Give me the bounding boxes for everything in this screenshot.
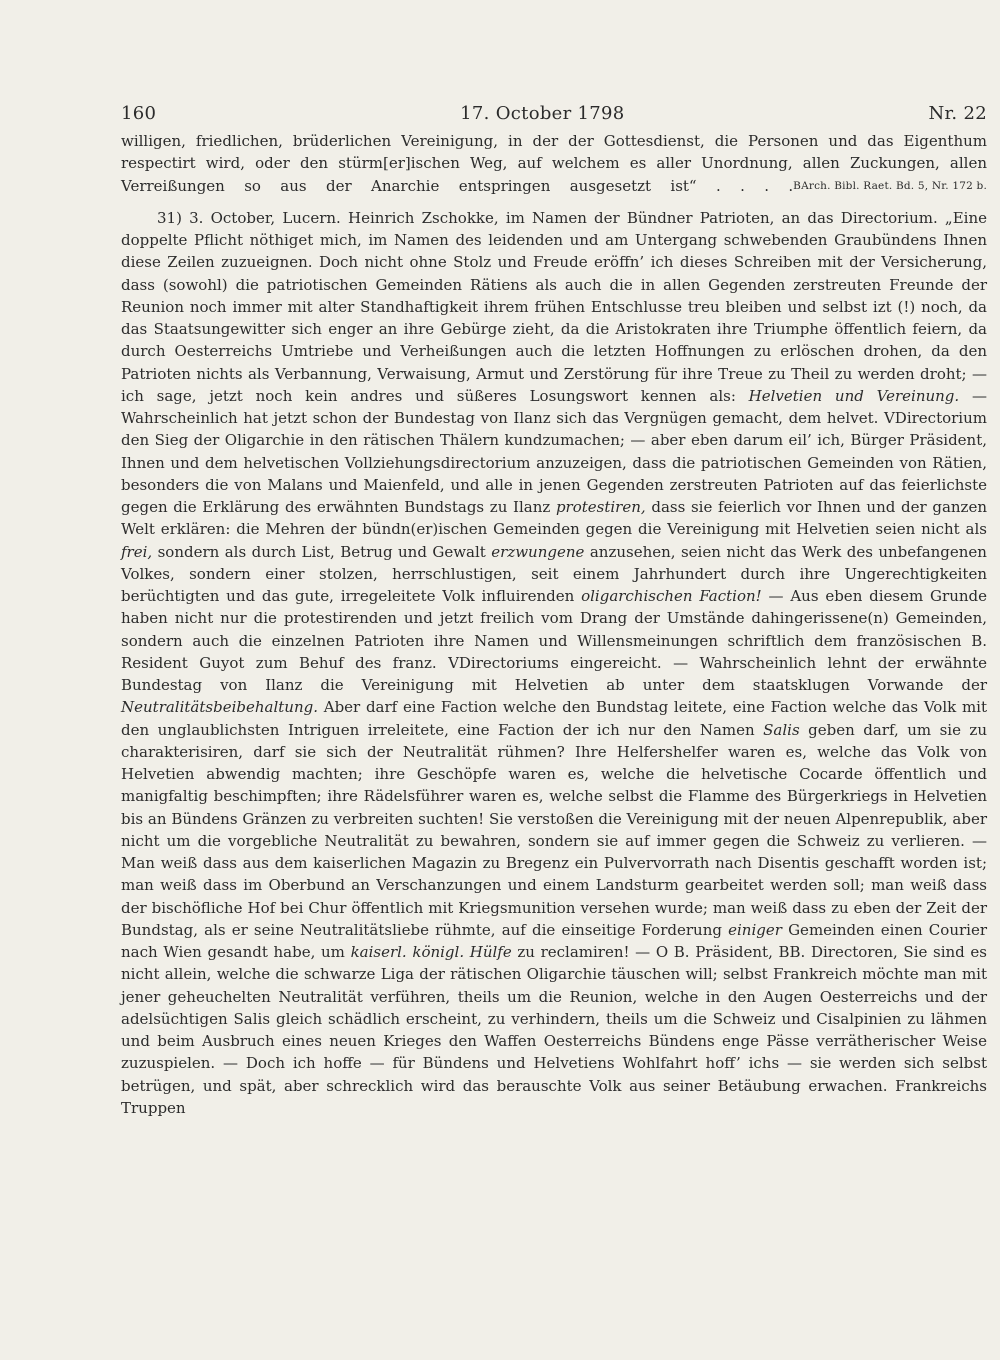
page-number: 160 [121,103,157,124]
body-text [121,130,987,1119]
paragraph-letter-31: 31) 3. October, Lucern. Heinrich Zschokke, im Namen der Bündner Patrioten, an das Directorium. „Eine doppelte Pflicht nöthiget mich, im Namen des leidenden und am Untergang schwebenden Graubündens Ihnen diese Zeilen zuzueignen. Doch nicht ohne Stolz und Freude eröffn’ ich dieses Schreiben mit der Versicherung, dass (sowohl) die patriotischen Gemeinden Rätiens als auch die in allen Gegenden zerstreuten Freunde der Reunion noch immer mit alter Standhaftigkeit ihrem frühen Entschlusse treu bleiben und selbst izt (!) noch, da das Staatsungewitter sich enger an ihre Gebürge zieht, da die Aristokraten ihre Triumphe öffentlich feiern, da durch Oesterreichs Umtriebe und Verheißungen auch die letzten Hoffnungen zu erlöschen drohen, da den Patrioten nichts als Verbannung, Verwaisung, Armut und Zerstörung für ihre Treue zu Theil zu werden droht; — ich sage, jetzt noch kein andres und süßeres Losungswort kennen als: Helvetien und Vereinung. — Wahrscheinlich hat jetzt schon der Bundestag von Ilanz sich das Vergnügen gemacht, dem helvet. VDirectorium den Sieg der Oligarchie in den rätischen Thälern kundzumachen; — aber eben darum eil’ ich, Bürger Präsident, Ihnen und dem helvetischen Vollziehungsdirectorium anzuzeigen, dass die patriotischen Gemeinden von Rätien, besonders die von Malans und Maienfeld, und alle in jenen Gegenden zerstreuten Patrioten auf das feierlichste gegen die Erklärung des erwähnten Bundstags zu Ilanz protestiren, dass sie feierlich vor Ihnen und der ganzen Welt erklären: die Mehren der bündn(er)ischen Gemeinden gegen die Vereinigung mit Helvetien seien nicht als frei, sondern als durch List, Betrug und Gewalt erzwungene anzusehen, seien nicht das Werk des unbefangenen Volkes, sondern einer stolzen, herrschlustigen, seit einem Jahrhundert durch ihre Ungerechtigkeiten berüchtigten und das gute, irregeleitete Volk influirenden oligarchischen Faction! — Aus eben diesem Grunde haben nicht nur die protestirenden und jetzt freilich vom Drang der Umstände dahingerissene(n) Gemeinden, sondern auch die einzelnen Patrioten ihre Namen und Willensmeinungen schriftlich dem französischen B. Resident Guyot zum Behuf des franz. VDirectoriums eingereicht. — Wahrscheinlich lehnt der erwähnte Bundestag von Ilanz die Vereinigung mit Helvetien ab unter dem staatsklugen Vorwande der Neutralitätsbeibehaltung. Aber darf eine Faction welche den Bundstag leitete, eine Faction welche das Volk mit den unglaublichsten Intriguen irreleitete, eine Faction der ich nur den Namen Salis geben darf, um sie zu charakterisiren, darf sie sich der Neutralität rühmen? Ihre Helfershelfer waren es, welche das Volk von Helvetien abwendig machten; ihre Geschöpfe waren es, welche die helvetische Cocarde öffentlich und manigfaltig beschimpften; ihre Rädelsführer waren es, welche selbst die Flamme des Bürgerkriegs in Helvetien bis an Bündens Gränzen zu verbreiten suchten! Sie verstoßen die Vereinigung mit der neuen Alpenrepublik, aber nicht um die vorgebliche Neutralität zu bewahren, sondern sie auf immer gegen die Schweiz zu verlieren. — Man weiß dass aus dem kaiserlichen Magazin zu Bregenz ein Pulvervorrath nach Disentis geschafft worden ist; man weiß dass im Oberbund an Verschanzungen und einem Landsturm gearbeitet werden soll; man weiß dass der bischöfliche Hof bei Chur öffentlich mit Kriegsmunition versehen wurde; man weiß dass zu eben der Zeit der Bundstag, als er seine Neutralitätsliebe rühmte, auf die einseitige Forderung einiger Gemeinden einen Courier nach Wien gesandt habe, um kaiserl. königl. Hülfe zu reclamiren! — O B. Präsident, BB. Directoren, Sie sind es nicht allein, welche die schwarze Liga der rätischen Oligarchie täuschen will; selbst Frankreich möchte man mit jener geheuchelten Neutralität verführen, theils um die Reunion, welche in den Augen Oesterreichs und der adelsüchtigen Salis gleich schädlich erscheint, zu verhindern, theils um die Schweiz und Cisalpinien zu lähmen und beim Ausbruch eines neuen Krieges den Waffen Oesterreichs Bündens enge Pässe verrätherischer Weise zuzuspielen. — Doch ich hoffe — für Bündens und Helvetiens Wohlfahrt hoff’ ichs — sie werden sich selbst betrügen, und spät, aber schrecklich wird das berauschte Volk aus seiner Betäubung erwachen. Frankreichs Truppen [121,208,988,1117]
source-reference: BArch. Bibl. Raet. Bd. 5, Nr. 172 b. [793,179,987,192]
issue-number: Nr. 22 [928,103,987,124]
page-header [121,94,987,124]
paragraph-continuation: willigen, friedlichen, brüderlichen Vereinigung, in der der Gottesdienst, die Personen und das Eigenthum respectirt wird, oder den stürm[er]ischen Weg, auf welchem es aller Unordnung, allen Zuckungen, allen Verreißungen so aus der Anarchie entspringen ausgesetzt ist“ . . . . BArch. Bibl. Raet. Bd. 5, Nr. 172 b. [121,130,987,197]
header-date: 17. October 1798 [460,103,625,124]
